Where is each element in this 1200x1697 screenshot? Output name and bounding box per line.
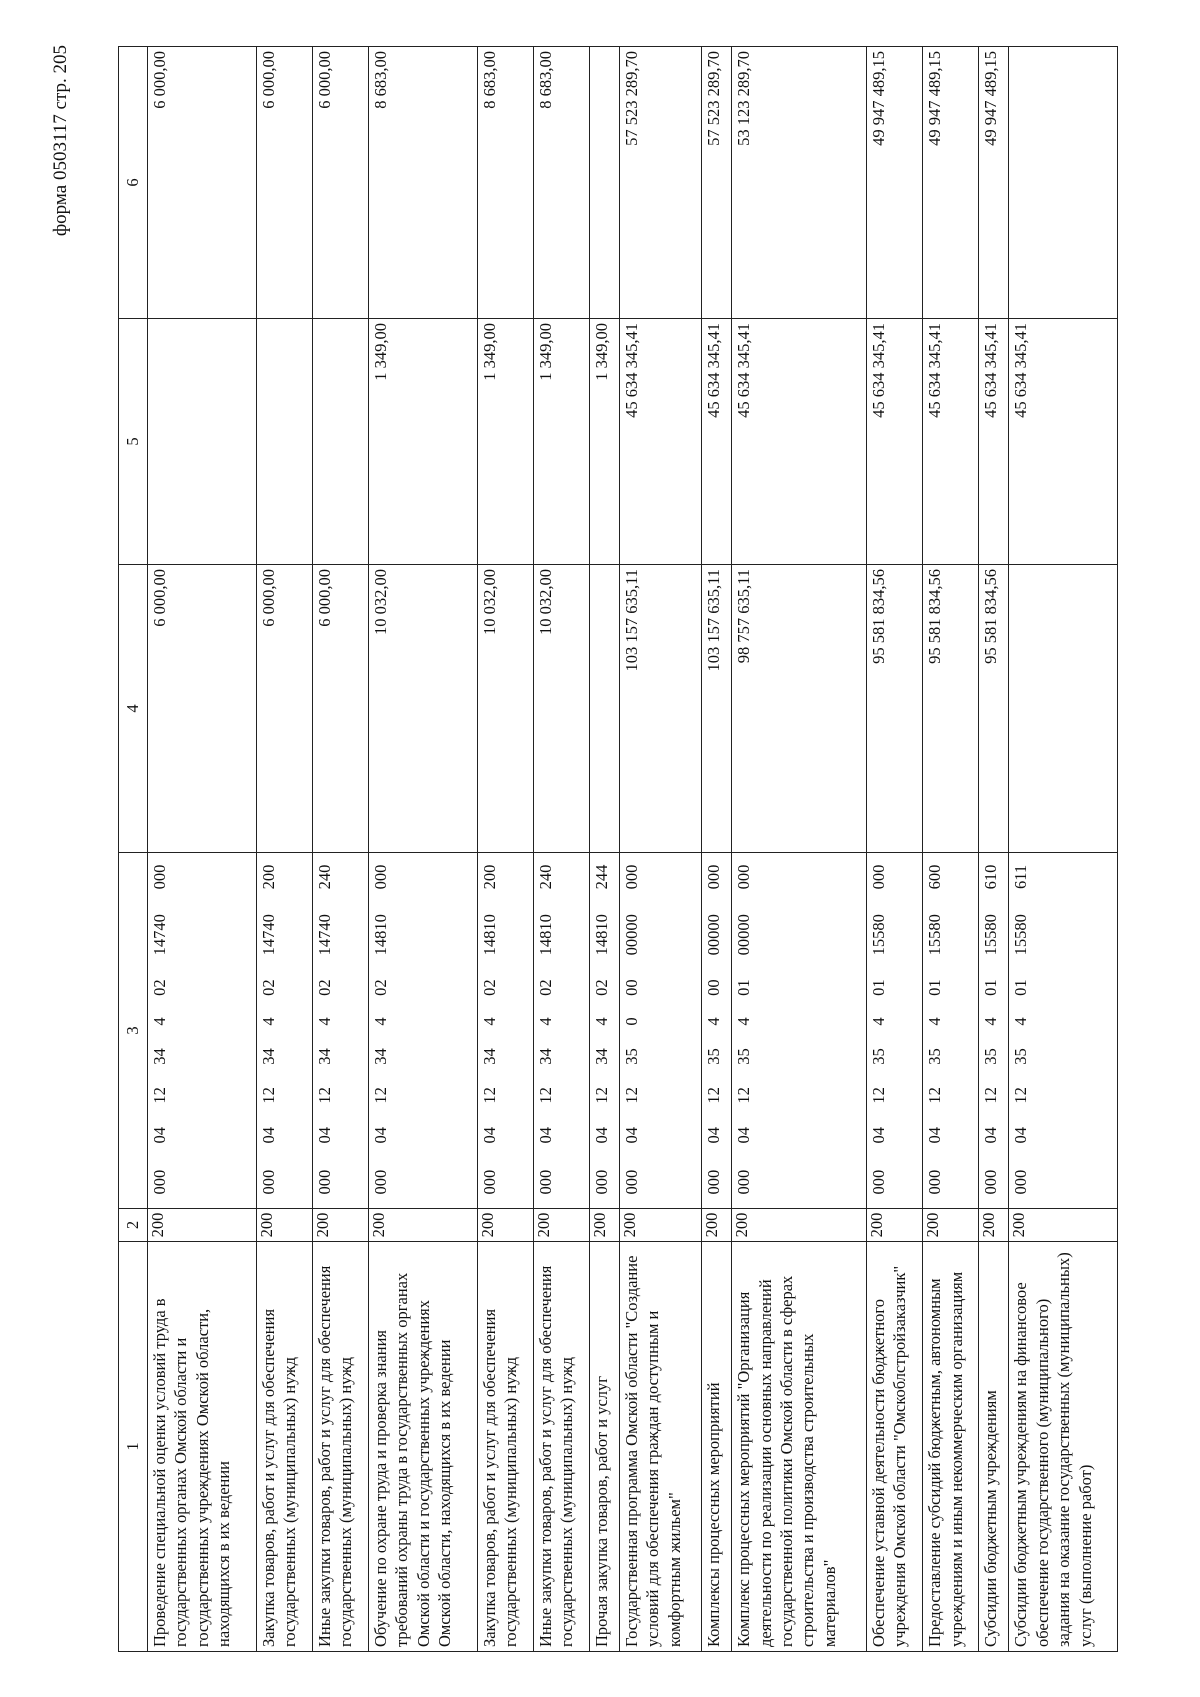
code-segment: 02 — [535, 979, 555, 996]
code-segment: 600 — [925, 864, 945, 890]
code-segment: 4 — [150, 1017, 169, 1026]
code-segment: 04 — [150, 1126, 169, 1144]
code-segment: 02 — [591, 979, 611, 996]
table-row — [589, 47, 619, 1652]
code-segment: 14810 — [479, 914, 499, 956]
row-approved-amount: 6 000,00 — [256, 565, 312, 853]
code-segment: 4 — [479, 1017, 499, 1026]
row-budget-code — [148, 853, 257, 1209]
code-segment: 15580 — [925, 914, 945, 956]
row-executed-amount: 1 349,00 — [477, 319, 533, 565]
code-segment: 34 — [479, 1048, 499, 1065]
code-segment: 00000 — [704, 914, 724, 956]
code-segment: 04 — [734, 1126, 754, 1144]
row-approved-amount: 95 581 834,56 — [923, 565, 979, 853]
row-line-code: 200 — [148, 1209, 257, 1242]
row-budget-code — [477, 853, 533, 1209]
row-name: Закупка товаров, работ и услуг для обеспечения государственных (муниципальных) нужд — [256, 1242, 312, 1652]
row-approved-amount: 10 032,00 — [533, 565, 589, 853]
row-name: Государственная программа Омской области "Создание условий для обеспечения граждан доступным и комфортным жильем" — [619, 1242, 701, 1652]
code-segment: 4 — [704, 1017, 724, 1026]
header-col-2: 2 — [119, 1209, 148, 1242]
header-col-5: 5 — [119, 319, 148, 565]
row-name: Комплексы процессных мероприятий — [702, 1242, 732, 1652]
code-segment: 000 — [869, 864, 889, 890]
code-segment: 34 — [591, 1048, 611, 1065]
row-approved-amount: 103 157 635,11 — [702, 565, 732, 853]
row-not-executed-amount: 49 947 489,15 — [923, 47, 979, 319]
code-segment: 240 — [535, 864, 555, 890]
row-executed-amount: 45 634 345,41 — [732, 319, 867, 565]
row-executed-amount: 45 634 345,41 — [979, 319, 1009, 565]
row-not-executed-amount: 49 947 489,15 — [979, 47, 1009, 319]
code-segment: 4 — [258, 1017, 278, 1026]
row-name: Предоставление субсидий бюджетным, автономным учреждениям и иным некоммерческим организациям — [923, 1242, 979, 1652]
row-name: Комплекс процессных мероприятий "Организация деятельности по реализации основных направлений государственной политики Омской области в сферах строительства и производства строительных материалов" — [732, 1242, 867, 1652]
row-name: Обучение по охране труда и проверка знания требований охраны труда в государственных органах Омской области и государственных учреждениях Омской области, находящихся в их ведении — [368, 1242, 477, 1652]
code-segment: 04 — [925, 1126, 945, 1144]
row-budget-code — [1009, 853, 1118, 1209]
code-segment: 00 — [621, 979, 641, 996]
row-budget-code — [923, 853, 979, 1209]
row-not-executed-amount — [1009, 47, 1118, 319]
code-segment: 4 — [734, 1017, 754, 1026]
code-segment: 4 — [314, 1017, 334, 1026]
row-not-executed-amount: 49 947 489,15 — [867, 47, 923, 319]
code-segment: 240 — [314, 864, 334, 890]
row-approved-amount: 10 032,00 — [477, 565, 533, 853]
code-segment: 14740 — [150, 914, 169, 956]
budget-table — [118, 46, 1118, 1652]
row-not-executed-amount — [589, 47, 619, 319]
code-segment: 200 — [258, 864, 278, 890]
table-row — [1009, 47, 1118, 1652]
code-segment: 611 — [1011, 864, 1031, 889]
code-segment: 04 — [704, 1126, 724, 1144]
row-executed-amount: 45 634 345,41 — [923, 319, 979, 565]
table-row — [477, 47, 533, 1652]
row-name: Прочая закупка товаров, работ и услуг — [589, 1242, 619, 1652]
code-segment: 610 — [981, 864, 1001, 890]
table-row — [867, 47, 923, 1652]
row-approved-amount: 6 000,00 — [148, 565, 257, 853]
code-segment: 15580 — [869, 914, 889, 956]
code-segment: 4 — [981, 1017, 1001, 1026]
code-segment: 00000 — [621, 914, 641, 956]
code-segment: 01 — [925, 979, 945, 996]
code-segment: 000 — [734, 864, 754, 890]
row-approved-amount — [589, 565, 619, 853]
code-segment: 02 — [150, 979, 169, 996]
row-line-code: 200 — [619, 1209, 701, 1242]
code-segment: 14740 — [314, 914, 334, 956]
row-not-executed-amount: 53 123 289,70 — [732, 47, 867, 319]
code-segment: 35 — [1011, 1048, 1031, 1065]
table-header-row — [119, 47, 148, 1652]
row-name: Иные закупки товаров, работ и услуг для обеспечения государственных (муниципальных) нужд — [312, 1242, 368, 1652]
header-col-6: 6 — [119, 47, 148, 319]
code-segment: 04 — [591, 1126, 611, 1144]
row-line-code: 200 — [368, 1209, 477, 1242]
table-row — [312, 47, 368, 1652]
row-executed-amount — [256, 319, 312, 565]
row-name: Обеспечение уставной деятельности бюджетного учреждения Омской области "Омскоблстройзаказчик" — [867, 1242, 923, 1652]
row-line-code: 200 — [312, 1209, 368, 1242]
row-not-executed-amount: 57 523 289,70 — [702, 47, 732, 319]
code-segment: 12 — [981, 1087, 1001, 1104]
code-segment: 00000 — [734, 914, 754, 956]
header-col-1: 1 — [119, 1242, 148, 1652]
row-executed-amount: 45 634 345,41 — [619, 319, 701, 565]
row-budget-code — [867, 853, 923, 1209]
code-segment: 000 — [621, 864, 641, 890]
code-segment: 000 — [479, 1169, 499, 1195]
code-segment: 000 — [150, 864, 169, 890]
code-segment: 000 — [535, 1169, 555, 1195]
code-segment: 000 — [370, 1169, 390, 1195]
row-line-code: 200 — [867, 1209, 923, 1242]
code-segment: 12 — [479, 1087, 499, 1104]
code-segment: 200 — [479, 864, 499, 890]
row-budget-code — [256, 853, 312, 1209]
row-approved-amount — [1009, 565, 1118, 853]
header-col-3: 3 — [119, 853, 148, 1209]
row-approved-amount: 95 581 834,56 — [867, 565, 923, 853]
code-segment: 35 — [981, 1048, 1001, 1065]
code-segment: 12 — [1011, 1087, 1031, 1104]
code-segment: 244 — [591, 864, 611, 890]
code-segment: 34 — [314, 1048, 334, 1065]
table-row — [979, 47, 1009, 1652]
code-segment: 12 — [704, 1087, 724, 1104]
code-segment: 04 — [258, 1126, 278, 1144]
row-name: Закупка товаров, работ и услуг для обеспечения государственных (муниципальных) нужд — [477, 1242, 533, 1652]
code-segment: 12 — [734, 1087, 754, 1104]
code-segment: 14810 — [535, 914, 555, 956]
code-segment: 04 — [621, 1126, 641, 1144]
row-line-code: 200 — [256, 1209, 312, 1242]
code-segment: 000 — [704, 864, 724, 890]
row-budget-code — [312, 853, 368, 1209]
row-not-executed-amount: 8 683,00 — [368, 47, 477, 319]
code-segment: 000 — [621, 1169, 641, 1195]
code-segment: 02 — [314, 979, 334, 996]
row-line-code: 200 — [533, 1209, 589, 1242]
code-segment: 4 — [591, 1017, 611, 1026]
code-segment: 35 — [704, 1048, 724, 1065]
row-budget-code — [732, 853, 867, 1209]
row-executed-amount: 1 349,00 — [368, 319, 477, 565]
code-segment: 35 — [869, 1048, 889, 1065]
code-segment: 4 — [1011, 1017, 1031, 1026]
code-segment: 12 — [370, 1087, 390, 1104]
code-segment: 4 — [925, 1017, 945, 1026]
row-not-executed-amount: 6 000,00 — [148, 47, 257, 319]
code-segment: 04 — [535, 1126, 555, 1144]
row-line-code: 200 — [702, 1209, 732, 1242]
code-segment: 4 — [869, 1017, 889, 1026]
table-row — [923, 47, 979, 1652]
table-row — [148, 47, 257, 1652]
row-line-code: 200 — [477, 1209, 533, 1242]
row-budget-code — [368, 853, 477, 1209]
code-segment: 000 — [314, 1169, 334, 1195]
code-segment: 000 — [591, 1169, 611, 1195]
code-segment: 14810 — [370, 914, 390, 956]
code-segment: 0 — [621, 1017, 641, 1026]
code-segment: 02 — [370, 979, 390, 996]
code-segment: 12 — [258, 1087, 278, 1104]
code-segment: 01 — [1011, 979, 1031, 996]
form-label: форма 0503117 стр. 205 — [50, 45, 71, 237]
code-segment: 04 — [1011, 1126, 1031, 1144]
code-segment: 12 — [621, 1087, 641, 1104]
table-row — [256, 47, 312, 1652]
row-budget-code — [979, 853, 1009, 1209]
code-segment: 34 — [258, 1048, 278, 1065]
code-segment: 4 — [535, 1017, 555, 1026]
row-line-code: 200 — [732, 1209, 867, 1242]
row-budget-code — [702, 853, 732, 1209]
code-segment: 000 — [150, 1169, 169, 1195]
code-segment: 34 — [150, 1048, 169, 1065]
row-budget-code — [589, 853, 619, 1209]
row-not-executed-amount: 6 000,00 — [256, 47, 312, 319]
code-segment: 12 — [150, 1087, 169, 1104]
code-segment: 12 — [925, 1087, 945, 1104]
table-body — [148, 47, 1118, 1652]
row-not-executed-amount: 57 523 289,70 — [619, 47, 701, 319]
row-approved-amount: 6 000,00 — [312, 565, 368, 853]
code-segment: 04 — [869, 1126, 889, 1144]
code-segment: 12 — [535, 1087, 555, 1104]
code-segment: 000 — [869, 1169, 889, 1195]
code-segment: 000 — [1011, 1169, 1031, 1195]
row-approved-amount: 103 157 635,11 — [619, 565, 701, 853]
row-approved-amount: 98 757 635,11 — [732, 565, 867, 853]
code-segment: 000 — [734, 1169, 754, 1195]
code-segment: 35 — [734, 1048, 754, 1065]
code-segment: 35 — [621, 1048, 641, 1065]
code-segment: 000 — [925, 1169, 945, 1195]
row-not-executed-amount: 8 683,00 — [477, 47, 533, 319]
row-name: Субсидии бюджетным учреждениям — [979, 1242, 1009, 1652]
row-name: Проведение специальной оценки условий труда в государственных органах Омской области и государственных учреждениях Омской области, находящихся в их ведении — [148, 1242, 257, 1652]
code-segment: 12 — [869, 1087, 889, 1104]
row-name: Иные закупки товаров, работ и услуг для обеспечения государственных (муниципальных) нужд — [533, 1242, 589, 1652]
code-segment: 12 — [591, 1087, 611, 1104]
table-row — [732, 47, 867, 1652]
code-segment: 00 — [704, 979, 724, 996]
code-segment: 04 — [981, 1126, 1001, 1144]
row-name: Субсидии бюджетным учреждениям на финансовое обеспечение государственного (муниципального) задания на оказание государственных (муниципальных) услуг (выполнение работ) — [1009, 1242, 1118, 1652]
code-segment: 000 — [258, 1169, 278, 1195]
row-executed-amount: 45 634 345,41 — [1009, 319, 1118, 565]
code-segment: 04 — [370, 1126, 390, 1144]
code-segment: 14810 — [591, 914, 611, 956]
row-line-code: 200 — [979, 1209, 1009, 1242]
code-segment: 02 — [479, 979, 499, 996]
table-row — [533, 47, 589, 1652]
header-col-4: 4 — [119, 565, 148, 853]
row-line-code: 200 — [923, 1209, 979, 1242]
row-executed-amount: 45 634 345,41 — [702, 319, 732, 565]
row-executed-amount — [148, 319, 257, 565]
row-line-code: 200 — [589, 1209, 619, 1242]
code-segment: 15580 — [981, 914, 1001, 956]
code-segment: 04 — [479, 1126, 499, 1144]
code-segment: 4 — [370, 1017, 390, 1026]
row-executed-amount: 45 634 345,41 — [867, 319, 923, 565]
row-executed-amount: 1 349,00 — [589, 319, 619, 565]
code-segment: 01 — [869, 979, 889, 996]
row-executed-amount: 1 349,00 — [533, 319, 589, 565]
row-budget-code — [533, 853, 589, 1209]
row-executed-amount — [312, 319, 368, 565]
row-approved-amount: 10 032,00 — [368, 565, 477, 853]
code-segment: 000 — [704, 1169, 724, 1195]
code-segment: 34 — [370, 1048, 390, 1065]
row-approved-amount: 95 581 834,56 — [979, 565, 1009, 853]
code-segment: 15580 — [1011, 914, 1031, 956]
code-segment: 12 — [314, 1087, 334, 1104]
code-segment: 34 — [535, 1048, 555, 1065]
row-not-executed-amount: 6 000,00 — [312, 47, 368, 319]
table-row — [619, 47, 701, 1652]
code-segment: 02 — [258, 979, 278, 996]
row-line-code: 200 — [1009, 1209, 1118, 1242]
code-segment: 35 — [925, 1048, 945, 1065]
code-segment: 01 — [981, 979, 1001, 996]
row-budget-code — [619, 853, 701, 1209]
table-row — [368, 47, 477, 1652]
row-not-executed-amount: 8 683,00 — [533, 47, 589, 319]
code-segment: 14740 — [258, 914, 278, 956]
code-segment: 000 — [981, 1169, 1001, 1195]
table-row — [702, 47, 732, 1652]
code-segment: 000 — [370, 864, 390, 890]
code-segment: 04 — [314, 1126, 334, 1144]
code-segment: 01 — [734, 979, 754, 996]
